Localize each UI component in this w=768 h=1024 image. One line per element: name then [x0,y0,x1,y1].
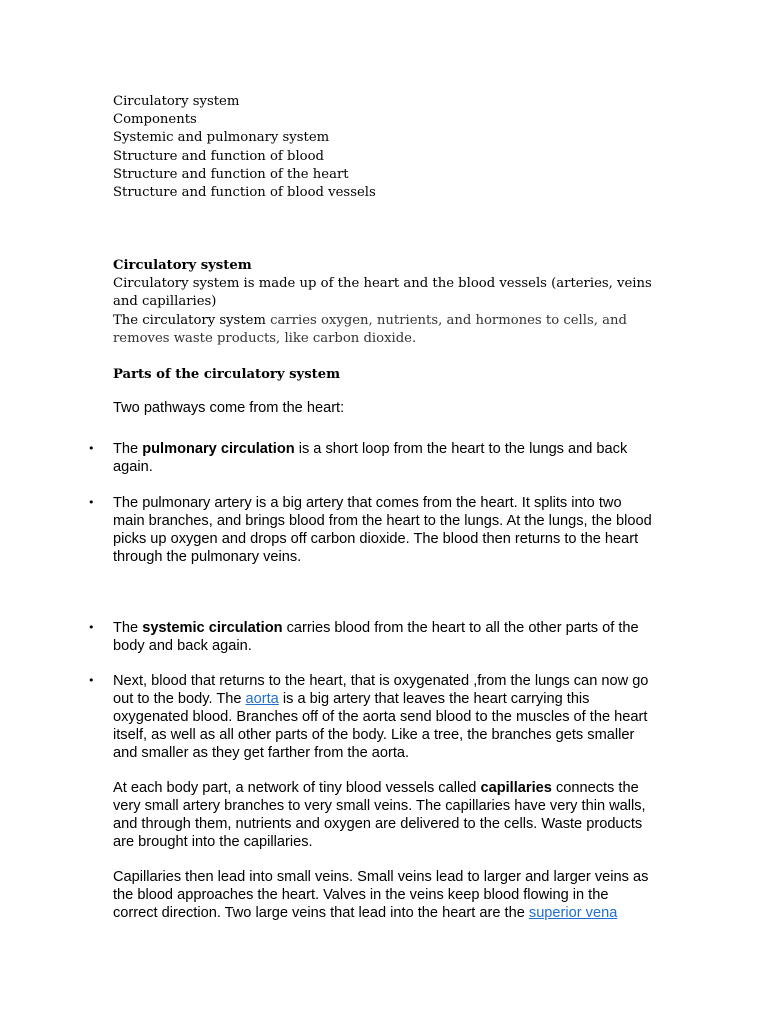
list-item [113,672,653,762]
paragraph-capillaries [113,779,653,851]
toc-item: Structure and function of blood [113,148,324,164]
table-of-contents [113,93,673,202]
paragraph [113,312,663,348]
aorta-link[interactable]: aorta [245,691,279,708]
text-run: The [113,441,143,457]
toc-item: Structure and function of blood vessels [113,185,376,201]
text-run: connects the very small artery branches to very small veins. The capillaries have very thin walls, and through them, nutrients and oxygen are delivered to the cells. Waste products are brought into the capillaries. [113,780,646,851]
bold-term: systemic circulation [142,620,283,636]
intro-paragraph: Two pathways come from the heart: [113,400,345,416]
toc-item: Systemic and pulmonary system [113,130,330,146]
text-run: The [113,620,143,636]
text-run: is a short loop from the heart to the lungs and back again. [113,441,628,476]
text-run: The circulatory system [113,312,271,328]
section-heading: Circulatory system [113,258,252,273]
list-item [113,619,653,655]
paragraph-veins [113,868,653,922]
toc-item: Components [113,112,197,128]
text-run: At each body part, a network of tiny blood vessels called [113,780,481,796]
list-item: The pulmonary artery is a big artery that comes from the heart. It splits into two main branches, and brings blood from the heart to the lungs. At the lungs, the blood picks up oxygen and drops off carbon dioxide. The blood then returns to the heart through the pulmonary veins. [113,495,652,566]
bold-term: pulmonary circulation [142,441,295,457]
bullet-marker: • [88,674,95,687]
bullet-marker: • [88,621,95,634]
text-run: carries blood from the heart to all the other parts of the body and back again. [113,620,639,655]
list-item [113,440,653,476]
text-run: is a big artery that leaves the heart carrying this oxygenated blood. Branches off of the aorta send blood to the muscles of the heart itself, as well as all other parts of the body. Like a tree, the branches gets smaller and smaller as they get farther from the aorta. [113,691,648,762]
section-heading-parts: Parts of the circulatory system [113,367,341,382]
superior-vena-link[interactable]: superior vena [528,905,618,922]
section-circulatory-system [113,257,663,348]
paragraph: Circulatory system is made up of the heart and the blood vessels (arteries, veins and capillaries) [113,276,652,310]
toc-item: Circulatory system [113,94,240,109]
text-run: Capillaries then lead into small veins. Small veins lead to larger and larger veins as the blood approaches the heart. Valves in the veins keep blood flowing in the correct direction. Two large veins that lead into the heart are the [113,869,649,922]
bold-term: capillaries [480,780,552,796]
text-run: Next, blood that returns to the heart, that is oxygenated ,from the lungs can now go out to the body. The [113,673,649,708]
bullet-marker: • [88,496,95,509]
text-run: carries oxygen, nutrients, and hormones to cells, and removes waste products, like carbon dioxide. [113,312,627,346]
bullet-marker: • [88,442,95,455]
toc-item: Structure and function of the heart [113,166,349,182]
